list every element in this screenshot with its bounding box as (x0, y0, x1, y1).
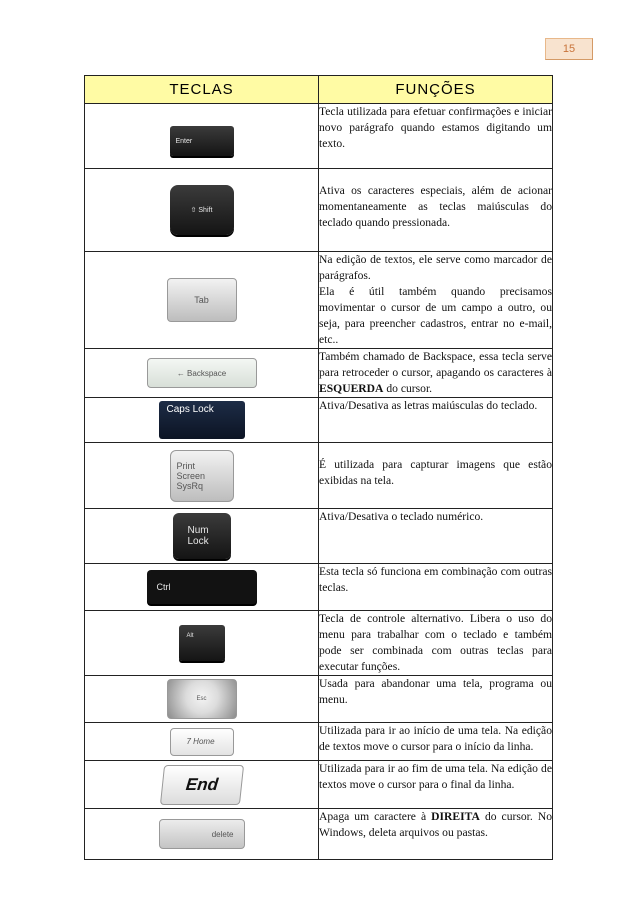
print-screen-key-icon: Print Screen SysRq (170, 450, 234, 502)
table-row (85, 349, 553, 398)
function-text: Ativa/Desativa as letras maiúsculas do teclado. (319, 398, 553, 443)
function-emphasis: DIREITA (431, 810, 480, 823)
function-text: Usada para abandonar uma tela, programa ou menu. (319, 676, 553, 723)
table-row (85, 104, 553, 169)
function-text: Na edição de textos, ele serve como marcador de parágrafos. (319, 253, 552, 282)
backspace-key-icon: ← Backspace (147, 358, 257, 388)
table-row (85, 809, 553, 860)
function-text-2: Ela é útil também quando precisamos movimentar o cursor de um campo a outro, ou seja, para preencher cadastros, entrar no e-mail, etc.. (319, 285, 552, 346)
ctrl-key-icon: Ctrl (147, 570, 257, 604)
function-text: Utilizada para ir ao início de uma tela. Na edição de textos move o cursor para o início da linha. (319, 723, 553, 761)
function-text: Ativa os caracteres especiais, além de acionar momentaneamente as teclas maiúsculas do teclado quando pressionada. (319, 184, 552, 229)
table-row (85, 509, 553, 564)
table-row (85, 723, 553, 761)
function-text: Tecla de controle alternativo. Libera o uso do menu para trabalhar com o teclado e também pode ser combinada com outras teclas para executar funções. (319, 611, 553, 676)
table-row (85, 398, 553, 443)
function-text: Ativa/Desativa o teclado numérico. (319, 509, 553, 564)
table-header-row (85, 76, 553, 104)
table-row (85, 611, 553, 676)
function-text: Apaga um caractere à (319, 810, 427, 823)
table-row (85, 443, 553, 509)
alt-key-icon: Alt (179, 625, 225, 661)
enter-key-icon: Enter (170, 126, 234, 156)
keys-table (84, 75, 553, 860)
caps-lock-key-icon: Caps Lock (159, 401, 245, 439)
function-text: Tecla utilizada para efetuar confirmações e iniciar novo parágrafo quando estamos digitando um texto. (319, 104, 553, 169)
table-row (85, 761, 553, 809)
function-text: Utilizada para ir ao fim de uma tela. Na edição de textos move o cursor para o final da linha. (319, 761, 553, 809)
shift-key-icon: ⇧ Shift (170, 185, 234, 235)
function-text: Também chamado de Backspace, essa tecla serve para retroceder o cursor, apagando os caracteres à (319, 350, 552, 379)
function-text-end: do cursor. No Windows, deleta arquivos ou pastas. (319, 810, 552, 839)
function-text: Esta tecla só funciona em combinação com outras teclas. (319, 564, 553, 611)
table-row (85, 252, 553, 349)
esc-key-icon: Esc (167, 679, 237, 719)
table-row (85, 676, 553, 723)
home-key-icon: 7 Home (170, 728, 234, 756)
function-text-end: do cursor. (386, 382, 433, 395)
delete-key-icon: delete (159, 819, 245, 849)
function-emphasis: ESQUERDA (319, 382, 384, 395)
page-number: 15 (545, 38, 593, 60)
function-text: É utilizada para capturar imagens que estão exibidas na tela. (319, 458, 552, 487)
table-row (85, 169, 553, 252)
num-lock-key-icon: Num Lock (173, 513, 231, 559)
header-keys: TECLAS (85, 76, 319, 104)
end-key-icon: End (159, 765, 243, 805)
tab-key-icon: Tab (167, 278, 237, 322)
table-row (85, 564, 553, 611)
header-functions: FUNÇÕES (319, 76, 553, 104)
